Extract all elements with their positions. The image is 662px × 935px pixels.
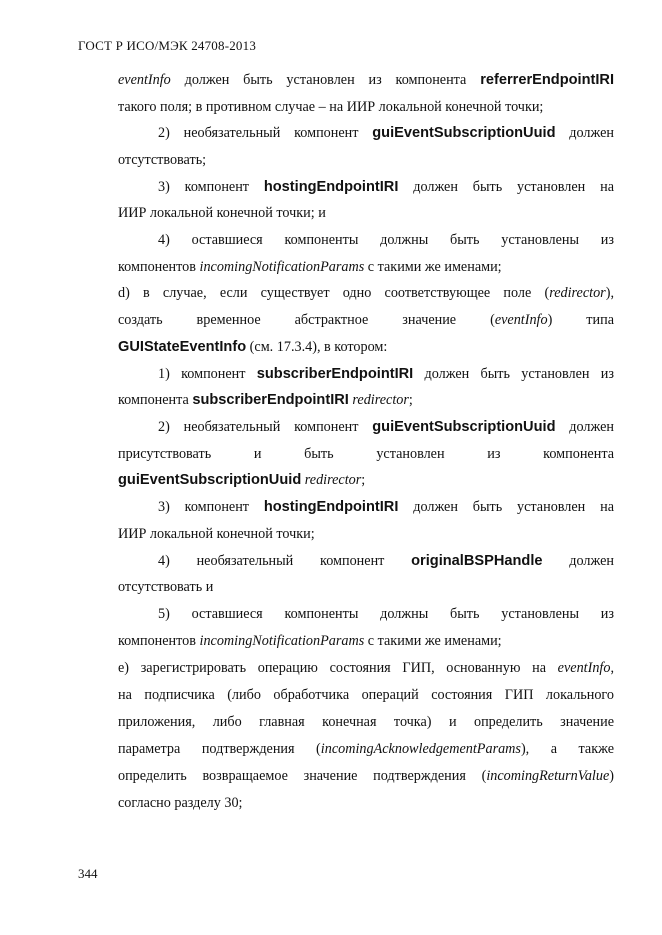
text-line: присутствовать и быть установлен из компонента <box>118 446 614 462</box>
text-line: guiEventSubscriptionUuid redirector; <box>118 472 366 488</box>
text-line: e) зарегистрировать операцию состояния ГИП, основанную на eventInfo, <box>118 660 614 676</box>
text-line: такого поля; в противном случае – на ИИР локальной конечной точки; <box>118 99 544 115</box>
text-line: отсутствовать; <box>118 152 207 168</box>
text-line: eventInfo должен быть установлен из компонента referrerEndpointIRI <box>118 72 614 88</box>
text-line: компонентов incomingNotificationParams с такими же именами; <box>118 259 502 275</box>
text-line: 5) оставшиеся компоненты должны быть установлены из <box>158 606 614 622</box>
text-line: согласно разделу 30; <box>118 795 243 811</box>
text-line: создать временное абстрактное значение (eventInfo) типа <box>118 312 614 328</box>
text-line: 4) необязательный компонент originalBSPHandle должен <box>158 553 614 569</box>
text-line: на подписчика (либо обработчика операций состояния ГИП локального <box>118 687 614 703</box>
page-number: 344 <box>78 866 98 881</box>
text-line: отсутствовать и <box>118 579 214 595</box>
text-line: d) в случае, если существует одно соответствующее поле (redirector), <box>118 285 614 301</box>
text-line: 2) необязательный компонент guiEventSubscriptionUuid должен <box>158 125 614 141</box>
text-line: 4) оставшиеся компоненты должны быть установлены из <box>158 232 614 248</box>
document-header: ГОСТ Р ИСО/МЭК 24708-2013 <box>78 38 257 53</box>
text-line: определить возвращаемое значение подтверждения (incomingReturnValue) <box>118 768 614 784</box>
text-line: GUIStateEventInfo (см. 17.3.4), в котором: <box>118 339 388 355</box>
text-line: 2) необязательный компонент guiEventSubscriptionUuid должен <box>158 419 614 435</box>
text-line: 3) компонент hostingEndpointIRI должен быть установлен на <box>158 499 614 515</box>
text-line: компонентов incomingNotificationParams с такими же именами; <box>118 633 502 649</box>
text-line: ИИР локальной конечной точки; <box>118 526 315 542</box>
text-line: ИИР локальной конечной точки; и <box>118 205 326 221</box>
text-line: 1) компонент subscriberEndpointIRI должен быть установлен из <box>158 366 614 382</box>
text-line: параметра подтверждения (incomingAcknowledgementParams), а также <box>118 741 615 757</box>
text-line: компонента subscriberEndpointIRI redirector; <box>118 392 413 408</box>
text-line: 3) компонент hostingEndpointIRI должен быть установлен на <box>158 179 614 195</box>
text-line: приложения, либо главная конечная точка) и определить значение <box>118 714 614 730</box>
